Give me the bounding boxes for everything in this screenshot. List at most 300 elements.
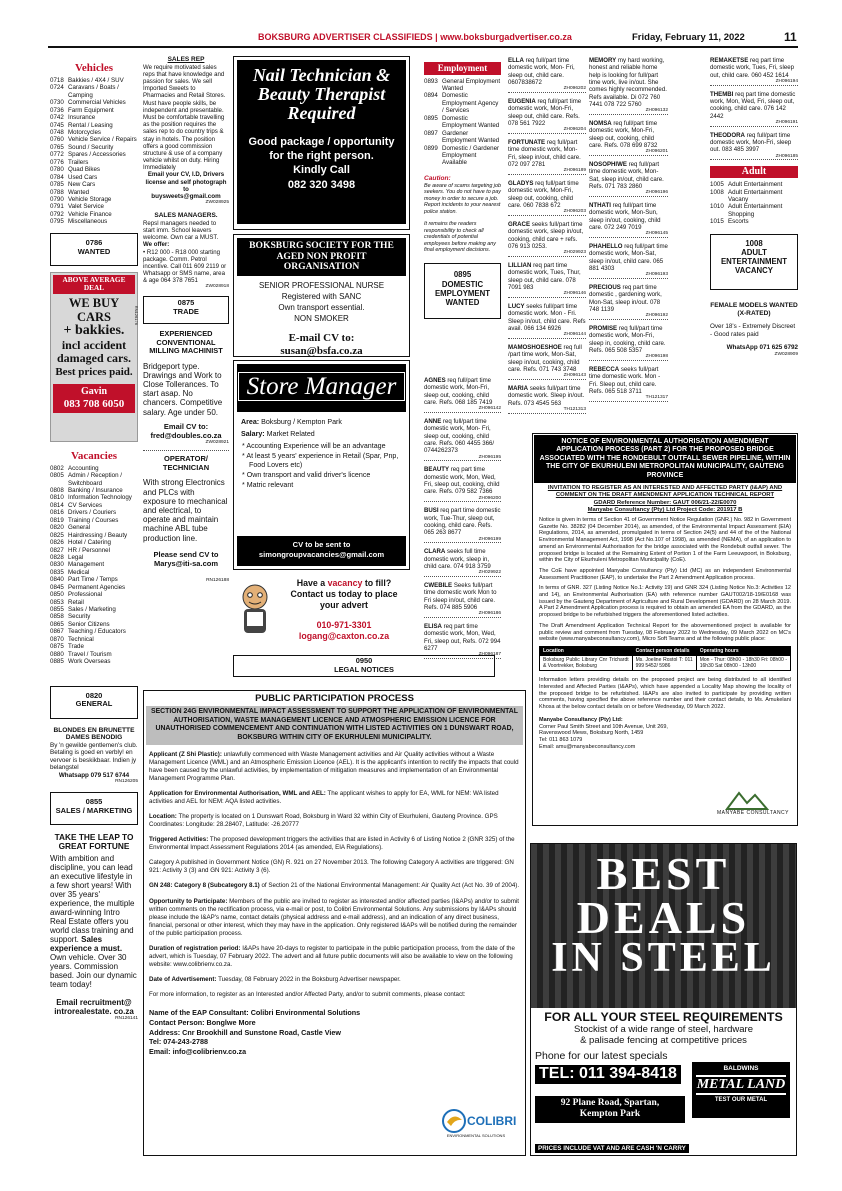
employment-index-code: 0897	[424, 129, 438, 137]
classified-text: Seeks full/part time domestic work Mon to Fri sleep in/out, child care. Refs. 074 885 5906	[424, 582, 497, 611]
nailtech-l3: Kindly Call	[293, 164, 350, 177]
trade-box	[143, 296, 229, 324]
vacancies-index-item	[50, 584, 138, 591]
classified-name: EUGENIA	[508, 98, 536, 105]
classified-ad	[508, 385, 586, 414]
vehicles-index-code: 0776	[50, 158, 64, 166]
classified-name: PHAHELLO	[589, 242, 623, 250]
vacancies-index-label: CV Services	[68, 501, 103, 509]
ppp-subtitle: SECTION 24G ENVIRONMENTAL IMPACT ASSESSMENT TO SUPPORT THE APPLICATION OF ENVIRONMENTAL AUTHORISATION, WASTE MANAGEMENT LICENCE AND ATMOSPHERIC EMISSION LICENCE FOR UNAUTHORISED COMMENCEMENT AND CONTINUATION WITH LISTED ACTIVITIES ON 1 DUNSWART ROAD, BOKSBURG WITHIN CITY OF EKURHULENI MUNICIPALITY.	[146, 706, 523, 745]
vacancies-index-label: Legal	[68, 553, 84, 561]
classified-text: req full/part time domestic work, Mon-Fri, sleep out. 083 485 3997	[710, 131, 792, 154]
classified-ref: ZH096189	[508, 168, 586, 175]
caution-title: Caution:	[424, 174, 451, 182]
vehicles-index-item	[50, 166, 138, 173]
steel-desc1: Stockist of a wide range of steel, hardware	[573, 1023, 753, 1035]
storemgr-bullet-text: At least 5 years' experience in Retail (Spar, Pnp, Food Lovers etc)	[246, 452, 399, 470]
notice-table-header: Contact person details	[632, 647, 696, 656]
employment-index-item	[424, 92, 501, 114]
vacancies-index-code: 0855	[50, 606, 64, 613]
page-number: 11	[784, 30, 797, 44]
leap-email[interactable]: Email recruitment@ introrealestate. co.za	[54, 997, 134, 1016]
vacancies-index-code: 0819	[50, 516, 64, 524]
classified-ref: TH121317	[589, 395, 668, 402]
blondes-contact: Whatsapp 079 517 6744	[58, 771, 130, 779]
classified-name: FORTUNATE	[508, 139, 546, 146]
employment-index-code: 0895	[424, 114, 438, 122]
steel-addr1: 92 Plane Road, Spartan,	[560, 1098, 660, 1108]
steel-l3: IN STEEL	[551, 935, 776, 982]
blondes-title: BLONDES EN BRUNETTE DAMES BENODIG	[53, 726, 135, 742]
adult-box-label: ADULT ENTERTAINMENT VACANCY	[720, 247, 788, 276]
vacancies-index-code: 0805	[50, 472, 64, 480]
ppp-paragraph-text: For more information, to register as an Interested and/or Affected Party, and/or to submit comments, please contact:	[149, 991, 466, 999]
vacancies-index-item	[50, 554, 138, 561]
page-header	[0, 0, 842, 48]
ppp-paragraph-text: Tuesday, 08 February 2022 in the Boksburg Advertiser newspaper.	[218, 976, 401, 984]
vehicles-index-label: Vehicle Finance	[68, 210, 112, 218]
notice-ref1: GDARD Reference Number: GAUT 006/21-22/E0070	[593, 500, 737, 507]
wanted-box-label: WANTED	[77, 246, 111, 256]
steel-l2: DEALS	[576, 891, 751, 943]
classified-ref: ZH096132	[589, 108, 668, 115]
vacancies-index-item	[50, 487, 138, 494]
employment-index-item	[424, 78, 501, 93]
classified-ad	[424, 507, 501, 543]
vacancy-promo-ad	[233, 573, 410, 653]
trade-box-label: TRADE	[173, 306, 199, 316]
salesrep-body: We require motivated sales reps that have knowledge and passion for sales. We sell Imported Sweets to Pharmacies and Retail Stores. Must have people skills, be independent and presentable. Must be comfortable travelling as the position requires the sales rep to do country trips & stay in hotels. The position offers a good commission structure & use of a company vehicle whilst on duty. Hiring Immediately	[143, 63, 226, 172]
ppp-paragraph	[149, 991, 520, 999]
public-participation-notice	[143, 690, 526, 1156]
classified-ad	[508, 98, 586, 134]
vacancies-index-label: Training / Courses	[68, 516, 119, 524]
vacancies-index-item	[50, 613, 138, 620]
vacancies-index-item	[50, 517, 138, 524]
vehicles-index-code: 0745	[50, 121, 64, 129]
vacancyad-email[interactable]: logang@caxton.co.za	[298, 630, 390, 641]
vacancies-index-code: 0840	[50, 576, 64, 584]
nailtech-phone: 082 320 3498	[287, 178, 356, 191]
legal-box-code: 0950	[355, 656, 373, 665]
salesmgr-details: • R12 000 - R18 000 starting package. Comm. Petrol incentive. Call 011 609 2119 or Whatsapp or SMS name, area & age 064 378 7651	[143, 248, 227, 285]
vehicles-index-item	[50, 107, 138, 114]
vacancies-index-code: 0808	[50, 487, 64, 494]
classified-ref: ZH096204	[508, 127, 586, 134]
classified-ad	[589, 284, 668, 320]
header-rule	[48, 46, 798, 48]
vacancies-index-label: Medical	[68, 568, 90, 576]
classified-ref: ZH096193	[589, 272, 668, 279]
machinist-title: EXPERIENCED CONVENTIONAL MILLING MACHINIST	[149, 329, 223, 356]
vacancies-index-code: 0850	[50, 591, 64, 599]
vehicles-index-code: 0742	[50, 114, 64, 122]
classified-ad	[508, 139, 586, 175]
classified-ad	[589, 120, 668, 156]
classified-name: NTHATI	[589, 201, 611, 209]
ppp-paragraph-text: I&APs have 20-days to register to participate in the public participation process, from the date of the advert, which is Tuesday, 07 February 2022. The advert and all future public documents will also be available to view on the following website: www.colibrienv.co.za.	[149, 944, 515, 968]
leap-body: With ambition and discipline, you can lead an executive lifestyle in a few short years! With over 35 years' experience, the multiple award-winning Intro Real Estate offers you world class training and support.	[50, 854, 135, 945]
ppp-paragraph	[149, 751, 520, 783]
classified-ad	[508, 57, 586, 93]
classified-ref: ZH029923	[508, 250, 586, 257]
employment-index-label: General Employment Wanted	[442, 77, 501, 93]
storemgr-salary-label: Salary:	[241, 430, 265, 439]
ppp-paragraph	[149, 859, 520, 875]
storemgr-bullet-text: Matric relevant	[246, 481, 294, 490]
society-cv: E-mail CV to:	[288, 332, 355, 345]
classified-ref: ZH096146	[508, 291, 586, 298]
vacancyad-l1b: vacancy	[327, 578, 363, 588]
employment-index-item	[424, 115, 501, 130]
vacancies-index-item	[50, 494, 138, 501]
classified-ref: ZH096185	[710, 154, 798, 161]
vehicles-index-label: Spares / Accessories	[68, 151, 126, 159]
column-2	[143, 56, 229, 584]
models-contact: WhatsApp 071 625 6792	[726, 344, 798, 352]
classified-ad	[424, 623, 501, 659]
society-l1: SENIOR PROFESSIONAL NURSE	[258, 281, 385, 291]
notice-table	[539, 646, 791, 671]
models-title: FEMALE MODELS WANTED (X-RATED)	[710, 301, 798, 317]
classified-ref: ZH096199	[424, 537, 501, 544]
classified-text: req part time domestic work, Mon, Wed, Fri, sleep out, cooking, child care. Refs. 079 582 7366	[424, 466, 500, 496]
metal-land-logo	[692, 1062, 790, 1118]
vehicles-index-item	[50, 114, 138, 121]
classified-ad	[589, 202, 668, 238]
notice-sub: INVITATION TO REGISTER AS AN INTERESTED AND AFFECTED PARTY (I&AP) AND COMMENT ON THE DRAFT AMENDMENT APPLICATION TECHNICAL REPORT	[547, 484, 783, 499]
wanted-box	[50, 233, 138, 266]
caution-text: Be aware of scams targeting job seekers. You do not have to pay money in order to secure a job. Report incidents to your nearest police station.	[424, 182, 502, 215]
adult-box-code: 1008	[745, 238, 763, 248]
ppp-paragraph-label: Date of Advertisement:	[149, 976, 217, 984]
classified-name: ANNE	[424, 418, 442, 425]
blondes-ad	[50, 727, 138, 785]
salesrep-title: SALES REP	[167, 56, 205, 63]
salesrep-email[interactable]: buysweets@gmail.com	[151, 193, 221, 201]
caution-text-2: It remains the readers responsibility to check all credentials of potential employees before making any final employment decisions.	[424, 221, 496, 253]
vacancies-index-label: General	[68, 524, 91, 532]
salesmgr-title: SALES MANAGERS.	[154, 212, 218, 220]
vehicles-index-code: 0784	[50, 173, 64, 181]
classified-ref: ZH096202	[508, 86, 586, 93]
legal-box-label: LEGAL NOTICES	[334, 664, 394, 674]
vehicles-index-code: 0736	[50, 106, 64, 114]
leap-body2: Own vehicle. Over 30 years. Commission based. Join our dynamic team today!	[50, 953, 137, 990]
notice-contact-line: Email: amu@manyabeconsultancy.com	[539, 743, 636, 750]
models-ref: ZW028909	[774, 351, 798, 357]
notice-p1: Notice is given in terms of Section 41 of Government Notice Regulation (GNR.) No. 982 in Government Gazette No. 38282 (04 December 2014), as amended, of the Environmental Impact Assessment (EIA) Regulations, 2014, as amended, promulgated in terms of Section 24(5) and 44 of the of the National Environmental Management Act, 1998 (Act No.107 of 1998), as amended (NEMA), of an application to amend an Environmental Authorisation for the bridge associated with the Rondebult outfall sewer. The proposed bridge is located at the Remaining Extent of Portion 1 of the Farm Leeuwpoort, in Boksburg, within the City of Ekurhuleni Metropolitan Municipality (CoE).	[539, 517, 791, 564]
column-1	[50, 62, 138, 1022]
vehicles-index-item	[50, 144, 138, 151]
ppp-paragraph	[149, 898, 520, 938]
classified-ref: ZH096142	[424, 406, 501, 413]
adult-index-item	[710, 203, 798, 218]
blondes-ref: RN126205	[115, 779, 138, 785]
nailtech-title: Nail Technician & Beauty Therapist Required	[252, 65, 391, 123]
employment-heading: Employment	[424, 62, 501, 75]
classified-text: req full/part time domestic work, Mon-Sat, sleep in/out, child care. 065 881 4303	[589, 242, 668, 272]
abovecars-contact	[53, 384, 135, 413]
divider	[143, 450, 229, 451]
nailtech-l2: for the right person.	[269, 149, 374, 162]
nail-technician-ad	[233, 56, 410, 230]
vacancies-index-item	[50, 576, 138, 583]
vacancies-index-item	[50, 636, 138, 643]
vehicles-index-label: Insurance	[68, 114, 96, 122]
vehicles-index-label: Motorcycles	[68, 129, 102, 137]
abovecars-l6: Best prices paid.	[55, 365, 133, 378]
vehicles-heading: Vehicles	[74, 62, 114, 74]
vehicles-index-label: Commercial Vehicles	[68, 99, 126, 107]
header-title: BOKSBURG ADVERTISER CLASSIFIEDS | www.boksburgadvertiser.co.za	[258, 32, 572, 42]
classified-ref: TH121313	[508, 407, 586, 414]
classified-ad	[589, 366, 668, 402]
vacancies-index-code: 0858	[50, 613, 64, 621]
classified-ref: ZH096143	[508, 373, 586, 380]
vehicles-index-item	[50, 122, 138, 129]
machinist-body: Bridgeport type. Drawings and Work to Close Tollerances. To start asap. No chancers. Competitive salary. Age under 50.	[143, 361, 223, 417]
colibri-sub: ENVIRONMENTAL SOLUTIONS	[446, 1133, 506, 1139]
employment-index	[424, 78, 501, 167]
vacancies-heading: Vacancies	[70, 449, 118, 462]
classified-ref: ZH096144	[508, 332, 586, 339]
domestic-box-label: DOMESTIC EMPLOYMENT WANTED	[434, 279, 490, 308]
ppp-paragraph-text: Category A published in Government Notice (GN) R. 921 on 27 November 2013. The following Category A activities are triggered: GN 921: Activity 3 (3) and GN 921: Activity 3 (6).	[149, 859, 514, 875]
classified-ref: ZH096145	[589, 231, 668, 238]
classified-text: seeks full/part time domestic work. Mon - Fri. Sleep out, child care. Refs. 065 518 3711	[589, 365, 661, 395]
operator-cta: Please send CV to	[153, 549, 219, 559]
vehicles-index-label: Valet Service	[68, 203, 104, 211]
vacancies-index-code: 0845	[50, 583, 64, 591]
classified-ad	[424, 548, 501, 577]
vacancies-index-code: 0825	[50, 531, 64, 539]
blondes-body: By 'n gewilde gentlemen's club. Betaling is goed en verbly! en vervoer is beskikbaar. Indien jy belangstel	[50, 742, 138, 772]
ppp-paragraph-text: The property is located on 1 Dunswart Road, Boksburg in Ward 32 within City of Ekurhuleni, Gauteng Province. GPS Coordinates: Longitude: 28.28407, Latitude: -26.20777	[149, 813, 498, 829]
vehicles-index-label: Trailers	[68, 158, 89, 166]
column-5-classifieds	[508, 57, 586, 419]
notice-contact-line: Manyabe Consultancy (Pty) Ltd:	[539, 716, 623, 723]
classified-name: PRECIOUS	[589, 283, 621, 291]
ppp-paragraph-label: Applicant (Z Shi Plastic):	[149, 750, 222, 758]
classified-ad	[508, 221, 586, 257]
colibri-logo	[441, 1108, 517, 1139]
society-l3: Own transport essential.	[278, 302, 365, 312]
vehicles-index-item	[50, 159, 138, 166]
classified-ad	[589, 325, 668, 361]
storemgr-cv2[interactable]: simongroupvacancies@gmail.com	[258, 549, 385, 559]
vacancies-index-label: Travel / Tourism	[68, 650, 112, 658]
column-7	[710, 57, 798, 357]
vacancies-index-label: Professional	[68, 591, 103, 599]
ppp-paragraph	[149, 976, 520, 984]
vacancies-index-item	[50, 643, 138, 650]
employment-index-code: 0893	[424, 77, 438, 85]
vehicles-index-code: 0760	[50, 136, 64, 144]
operator-ref: RN126188	[206, 578, 229, 584]
classified-ad	[589, 243, 668, 279]
vehicles-index-label: Sound / Security	[68, 143, 114, 151]
classified-ad	[424, 582, 501, 618]
society-l2: Registered with SANC	[281, 292, 362, 301]
vacancies-index	[50, 465, 138, 666]
society-title: BOKSBURG SOCIETY FOR THE AGED NON PROFIT ORGANISATION	[237, 238, 406, 276]
vacancies-index-label: Senior Citizens	[68, 620, 110, 628]
classified-text: req full/part time domestic work, Mon-Fri, sleep out, cooking, child care. 060 7838 672	[508, 180, 579, 209]
colibri-text: COLIBRI	[467, 1114, 517, 1129]
environmental-notice	[532, 433, 798, 826]
vacancies-index-item	[50, 599, 138, 606]
machinist-ref: ZW028921	[205, 440, 229, 446]
storemgr-bullet: * At least 5 years' experience in Retail (Spar, Pnp, Food Lovers etc)	[242, 452, 399, 470]
classified-ref: ZH096191	[710, 120, 798, 127]
vacancies-index-code: 0820	[50, 524, 64, 532]
notice-p3: In terms of GNR. 327 (Listing Notice No.1: Activity 19) and GNR 324 (Listing Notice No.3: Activities 12 and 14), an Environmental Authorisation (EA) with reference number GAUT002/18-19/E0168 was issued by the Gauteng Department of Agriculture and Rural Development (GDARD) on 28 March 2019. A Part 2 Amendment Application process is required to obtain an amended EA from the GDARD, as the proposed bridge to be refurbished triggers the aforementioned listed activities.	[539, 585, 791, 619]
vehicles-index-item	[50, 218, 138, 225]
storemgr-cv1: CV to be sent to	[292, 540, 351, 549]
machinist-ad	[143, 330, 229, 446]
storemgr-area: Boksburg / Kempton Park	[261, 418, 342, 426]
operator-email[interactable]: Marys@iti-sa.com	[153, 558, 218, 568]
vacancies-index-item	[50, 628, 138, 635]
vacancies-index-label: Sales / Marketing	[68, 606, 116, 613]
classified-text: my hard working, honest and reliable home help is looking for full/part time work, live in/out. She comes highly recommended. Refs available. Di 072 760 7441 078 722 5760	[589, 57, 667, 108]
adult-box	[710, 234, 798, 290]
sales-box-code: 0855	[85, 796, 103, 806]
vacancyad-l2: Contact us today to place	[290, 588, 398, 599]
brand-top: BALDWINS	[723, 1065, 759, 1072]
classified-ref: ZH096195	[424, 455, 501, 462]
vacancies-index-label: Permanent Agencies	[68, 583, 126, 591]
salesmgr-ref: ZW028918	[205, 284, 229, 290]
ppp-contact-line: Email: info@colibrienv.co.za	[149, 1047, 247, 1057]
vacancies-index-code: 0870	[50, 635, 64, 643]
vacancies-index-item	[50, 472, 138, 487]
classified-name: GRACE	[508, 221, 531, 228]
vacancies-index-label: Management	[68, 561, 105, 569]
operator-ad	[143, 455, 229, 584]
classified-name: REMAKETSE	[710, 57, 749, 64]
adult-index-item	[710, 218, 798, 225]
classified-name: CWEBILE	[424, 582, 453, 589]
vacancies-index-label: Admin / Reception / Switchboard	[68, 472, 122, 487]
ppp-paragraph	[149, 836, 520, 852]
column-6-classifieds	[589, 57, 668, 407]
vehicles-index-code: 0791	[50, 203, 64, 211]
notice-table-header: Operating hours	[696, 647, 790, 656]
notice-table-header: Location	[540, 647, 633, 656]
classified-text: req full/part time domestic work, Mon-Fri, sleep out, cooking, child care. Refs. 078 699 8732	[589, 119, 658, 149]
classified-ref: ZH096203	[508, 209, 586, 216]
domestic-box	[424, 263, 501, 319]
ppp-paragraph-text: The proposed development triggers the activities that are listed in Activity 6 of Listing Notice 2 (GNR 325) of the Environmental Impact Assessment Regulations 2014 (as amended, EIA Regulations).	[149, 836, 515, 852]
ppp-contact	[144, 1006, 525, 1059]
ppp-paragraph	[149, 945, 520, 969]
classified-text: req full/part time domestic work, Mon- Fri, sleep out, cooking, child care. Refs. 060 4455 366/ 0744262373	[424, 418, 495, 455]
classified-text: req full/part time domestic work, Mon-Sat, sleep in/out, child care. Refs. 071 783 2860	[589, 160, 664, 190]
storemgr-bullets	[241, 442, 402, 490]
classified-ad	[508, 344, 586, 380]
notice-contact	[539, 717, 791, 751]
abovecars-ref: RN126176	[133, 305, 139, 325]
vehicles-index-code: 0718	[50, 76, 64, 84]
steel-sub: FOR ALL YOUR STEEL REQUIREMENTS	[544, 1010, 783, 1024]
trade-box-code: 0875	[177, 298, 195, 308]
vacancies-index-code: 0875	[50, 643, 64, 651]
vehicles-index-code: 0795	[50, 218, 64, 226]
vehicles-index-label: New Cars	[68, 181, 96, 189]
classified-name: GLADYS	[508, 180, 534, 187]
vehicles-index-label: Wanted	[68, 188, 90, 196]
abovecars-name: Gavin	[80, 386, 108, 398]
steel-phone-label: Phone for our latest specials	[535, 1050, 668, 1063]
salesrep-contact: Email your CV, I.D, Drivers license and self photograph to	[145, 171, 227, 193]
vacancies-index-item	[50, 547, 138, 554]
classified-text: req full/part time domestic work, Mon- Fri, sleep out, child care. 0607838672	[508, 57, 575, 86]
notice-title: NOTICE OF ENVIRONMENTAL AUTHORISATION AMENDMENT APPLICATION PROCESS (PART 2) FOR THE PROPOSED BRIDGE ASSOCIATED WITH THE RONDEBULT OUTFALL SEWER PIPELINE, WITHIN THE CITY OF EKURHULENI METROPOLITAN MUNICIPALITY, GAUTENG PROVINCE	[534, 435, 796, 483]
take-the-leap-ad	[50, 833, 138, 1022]
ppp-paragraph-text: of Section 21 of the National Environmental Management: Air Quality Act (Act No. 39 of 2004).	[261, 882, 520, 890]
machinist-email[interactable]: fred@doubles.co.za	[150, 430, 222, 440]
classified-text: req part time domestic work, Mon, Wed, Fri, sleep out, cooking, child care. 076 142 2442	[710, 90, 796, 120]
steel-ad	[530, 843, 797, 1156]
classified-text: req full/part time domestic work, Mon-Fri, sleep in, cooking, child care. Refs. 065 508 5357	[589, 324, 666, 354]
leap-text	[50, 854, 138, 989]
classified-text: req full/part time domestic work, Mon-Fri, sleep out, cooking, child care. Refs. 068 185 7419	[424, 377, 493, 406]
adult-index-code: 1010	[710, 203, 724, 211]
manyabe-text: MANYABE CONSULTANCY	[716, 810, 789, 817]
vacancies-index-code: 0885	[50, 658, 64, 666]
general-box	[50, 686, 138, 719]
vacancies-index-code: 0827	[50, 546, 64, 554]
classified-name: MARIA	[508, 385, 528, 392]
classified-name: ELISA	[424, 623, 442, 630]
adult-index-label: Escorts	[728, 218, 749, 226]
classified-name: LUCY	[508, 303, 525, 310]
storemgr-bullet-text: Accounting Experience will be an advantage	[246, 442, 386, 451]
vacancies-index-label: Trade	[68, 643, 84, 651]
vehicles-index-label: Used Cars	[68, 173, 98, 181]
classified-ad	[508, 180, 586, 216]
vacancies-index-code: 0826	[50, 539, 64, 547]
notice-contact-line: Tel: 011 863 1079	[539, 736, 583, 743]
ppp-paragraph-text: The applicant wishes to apply for EA, WML for NEM: WA listed activities and AEL for NEM: AQA listed activities.	[149, 789, 499, 806]
vacancies-index-label: Teaching / Educators	[68, 628, 126, 636]
classified-ref: ZH096198	[589, 354, 668, 361]
vehicles-index-label: Miscellaneous	[68, 218, 108, 226]
classified-ref: ZH096201	[589, 149, 668, 156]
sales-rep-ad	[143, 56, 229, 206]
adult-index-item	[710, 181, 798, 188]
society-email[interactable]: susan@bsfa.co.za	[280, 345, 363, 358]
operator-body: With strong Electronics and PLCs with exposure to mechanical and electrical, to operate and maintain machine ABL tube production line.	[143, 478, 228, 543]
ppp-paragraph-text: unlawfully commenced with Waste Management activities and Air Quality activities without a Waste Management Licence (WML) and an Atmospheric Emission Licence (AEL). It is the applicant's intention to rectify the impacts that could have been caused by the unlawful activities, by implementation of mitigation measures and implementation of an Environmental Management Programme Plan.	[149, 750, 519, 782]
vacancyad-phone: 010-971-3301	[316, 619, 372, 630]
nailtech-l1: Good package / opportunity	[248, 135, 395, 148]
vacancies-index-item	[50, 621, 138, 628]
vacancies-index-item	[50, 569, 138, 576]
vehicles-index-label: Caravans / Boats / Camping	[68, 84, 119, 99]
classified-text: seeks full time domestic work, sleep in, child care. 074 918 3759	[424, 548, 491, 570]
steel-l1: BEST	[596, 848, 731, 899]
vehicles-index-code: 0780	[50, 166, 64, 174]
notice-p2: The CoE have appointed Manyabe Consultancy (Pty) Ltd (MC) as an independent Environmental Assessment Practitioner (EAP), to undertake the Part 2 Amendment Application process.	[539, 567, 791, 581]
classified-text: req part time domestic work, Mon, Wed, Fri, sleep out, Refs. 072 994 6277	[424, 623, 501, 652]
abovecars-l2: WE BUY CARS	[68, 295, 120, 324]
employment-index-label: Gardener Employment Wanted	[442, 129, 500, 145]
notice-table-cell: Boksburg Public Library Cnr Trichardt & Voortrekker, Boksburg	[540, 656, 633, 671]
classified-text: req part time domestic work, Tue-Thur, sleep out, cooking, child care. Refs. 065 263 8677	[424, 507, 501, 537]
